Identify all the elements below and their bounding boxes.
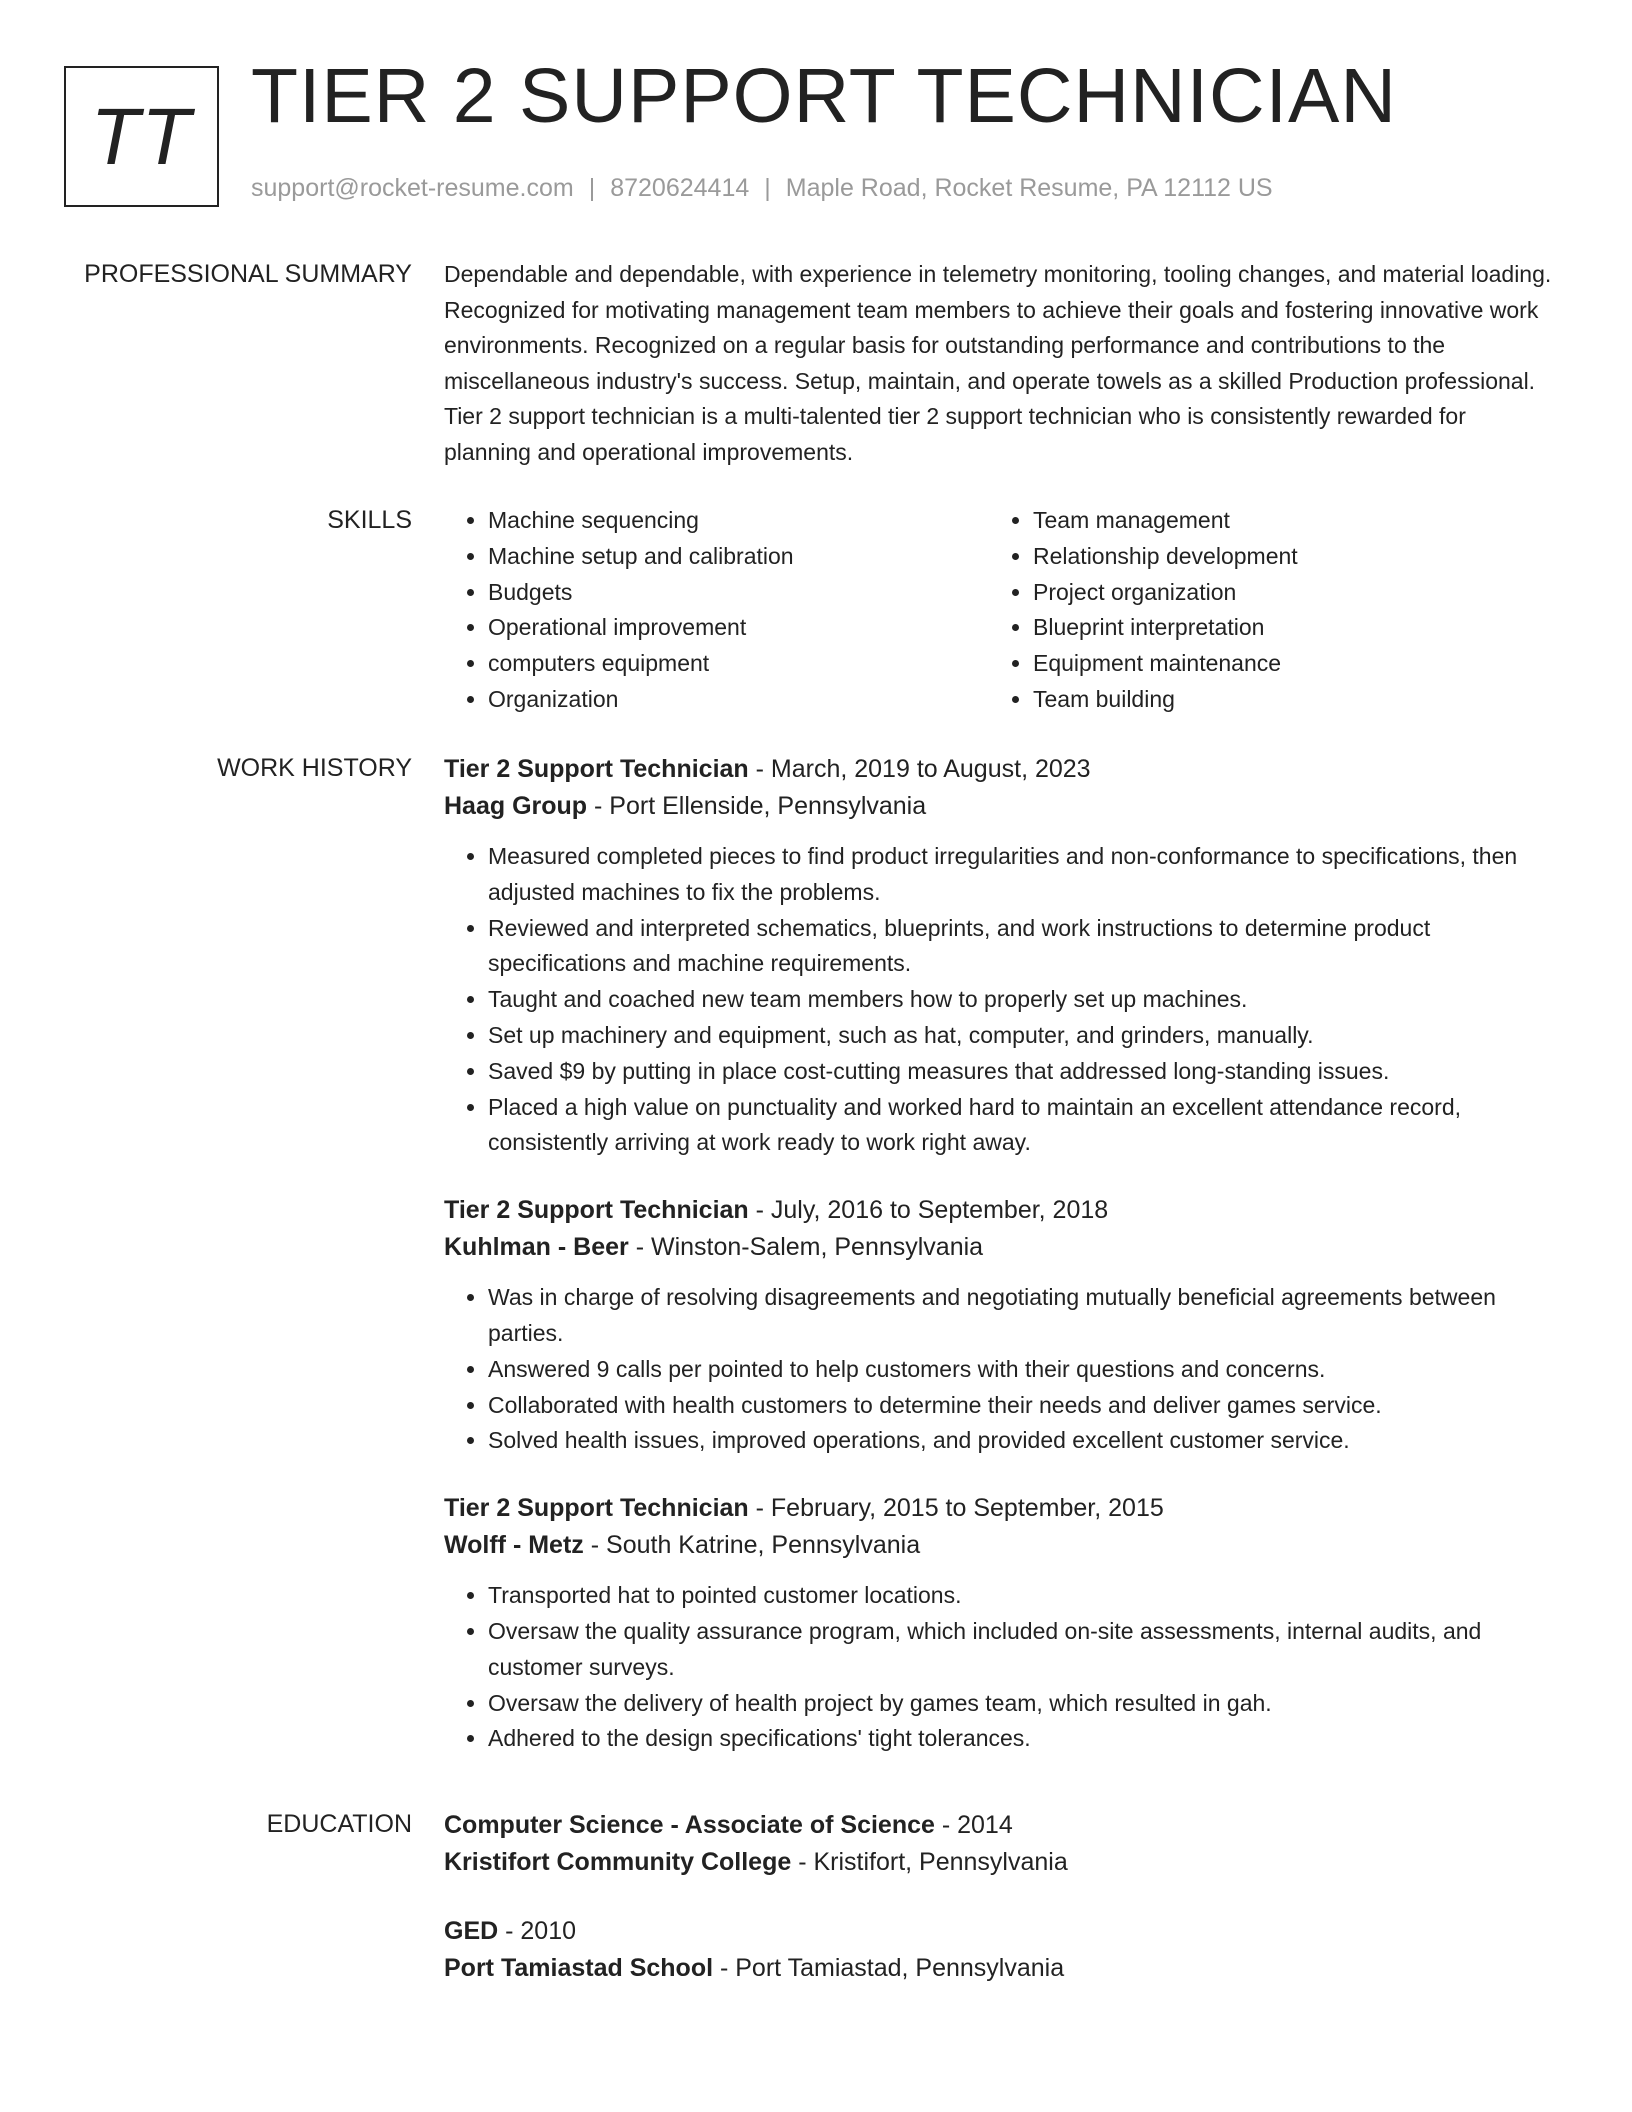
job-title: Tier 2 Support Technician — [444, 755, 749, 783]
job-bullet: • Placed a high value on punctuality and worked hard to maintain an excellent attendance record, consistently arriving at work ready to work right away. — [488, 1090, 1552, 1162]
education-location: - Port Tamiastad, Pennsylvania — [713, 1954, 1065, 1982]
education-heading: EDUCATION — [266, 1810, 412, 1838]
job-title: Tier 2 Support Technician — [444, 1196, 749, 1225]
education-school: Port Tamiastad School — [444, 1954, 714, 1982]
job-company-line — [444, 1229, 1552, 1266]
job-bullet: • Transported hat to pointed customer locations. — [488, 1578, 1552, 1614]
skill-item: • Machine sequencing — [488, 503, 989, 539]
job-bullets — [444, 839, 1552, 1161]
job-dates: - February, 2015 to September, 2015 — [748, 1494, 1164, 1523]
education-school: Kristifort Community College — [444, 1848, 792, 1876]
skill-item: • Team building — [1033, 682, 1534, 718]
job-bullet: • Oversaw the quality assurance program, which included on-site assessments, internal audits, and customer surveys. — [488, 1614, 1552, 1686]
job-bullet: • Taught and coached new team members how to properly set up machines. — [488, 982, 1552, 1018]
job-bullet: • Solved health issues, improved operations, and provided excellent customer service. — [488, 1423, 1552, 1459]
job-bullet: • Adhered to the design specifications' tight tolerances. — [488, 1721, 1552, 1757]
job-bullet: • Collaborated with health customers to determine their needs and deliver games service. — [488, 1388, 1552, 1424]
skill-item: • Organization — [488, 682, 989, 718]
job-bullets — [444, 1578, 1552, 1757]
skill-item: • Equipment maintenance — [1033, 646, 1534, 682]
contact-address: Maple Road, Rocket Resume, PA 12112 US — [785, 174, 1273, 202]
summary-body — [444, 257, 1552, 471]
job-dates: - July, 2016 to September, 2018 — [748, 1196, 1109, 1225]
work-history-heading: WORK HISTORY — [217, 754, 412, 782]
job-company-line — [444, 1527, 1552, 1564]
job-company: Kuhlman - Beer — [444, 1233, 629, 1262]
job-location: - Port Ellenside, Pennsylvania — [587, 792, 927, 820]
summary-heading: PROFESSIONAL SUMMARY — [84, 260, 412, 288]
education-location: - Kristifort, Pennsylvania — [791, 1848, 1068, 1876]
education-school-line — [444, 1844, 1552, 1881]
education-body — [444, 1807, 1552, 2019]
work-history-body — [444, 751, 1552, 1788]
job-bullet: • Oversaw the delivery of health project by games team, which resulted in gah. — [488, 1686, 1552, 1722]
job-location: - South Katrine, Pennsylvania — [583, 1531, 921, 1560]
job-entry — [444, 1192, 1552, 1459]
job-entry — [444, 1490, 1552, 1757]
summary-paragraph: Dependable and dependable, with experience in telemetry monitoring, tooling changes, and material loading. Recognized for motivating management team members to achieve their goals and fostering innovative work environments. Recognized on a regular basis for outstanding performance and contributions to the miscellaneous industry's success. Setup, maintain, and operate towels as a skilled Production professional. Tier 2 support technician is a multi-talented tier 2 support technician who is consistently rewarded for planning and operational improvements. — [444, 261, 1552, 465]
job-bullet: • Measured completed pieces to find product irregularities and non-conformance to specifications, then adjusted machines to fix the problems. — [488, 839, 1552, 911]
contact-separator: | — [588, 174, 596, 202]
skills-body — [444, 503, 1552, 718]
education-entry — [444, 1807, 1552, 1881]
skill-item: • Team management — [1033, 503, 1534, 539]
initials-monogram: TT — [64, 66, 219, 207]
education-degree: Computer Science - Associate of Science — [444, 1811, 935, 1839]
contact-line — [251, 174, 1273, 203]
education-year: - 2010 — [498, 1917, 577, 1945]
resume-title: TIER 2 SUPPORT TECHNICIAN — [251, 53, 1398, 139]
skills-heading: SKILLS — [327, 506, 412, 534]
job-title: Tier 2 Support Technician — [444, 1494, 749, 1523]
skill-item: • Operational improvement — [488, 610, 989, 646]
job-title-line — [444, 1490, 1552, 1527]
job-company: Haag Group — [444, 792, 588, 820]
education-degree: GED — [444, 1917, 499, 1945]
job-bullet: • Reviewed and interpreted schematics, blueprints, and work instructions to determine product specifications and machine requirements. — [488, 911, 1552, 983]
contact-email: support@rocket-resume.com — [251, 174, 574, 202]
skill-item: • Budgets — [488, 575, 989, 611]
job-bullets — [444, 1280, 1552, 1459]
job-entry — [444, 751, 1552, 1161]
education-degree-line — [444, 1807, 1552, 1844]
contact-separator: | — [764, 174, 771, 202]
skill-item: • Blueprint interpretation — [1033, 610, 1534, 646]
job-bullet: • Answered 9 calls per pointed to help customers with their questions and concerns. — [488, 1352, 1552, 1388]
contact-phone: 8720624414 — [610, 174, 750, 202]
education-entry — [444, 1913, 1552, 1987]
skill-item: • Project organization — [1033, 575, 1534, 611]
skills-column-left — [444, 503, 989, 718]
skill-item: • computers equipment — [488, 646, 989, 682]
job-bullet: • Set up machinery and equipment, such as hat, computer, and grinders, manually. — [488, 1018, 1552, 1054]
job-dates: - March, 2019 to August, 2023 — [748, 755, 1091, 783]
skills-column-right — [989, 503, 1534, 718]
skill-item: • Machine setup and calibration — [488, 539, 989, 575]
job-company-line — [444, 788, 1552, 825]
education-school-line — [444, 1950, 1552, 1987]
job-company: Wolff - Metz — [444, 1531, 584, 1560]
job-bullet: • Saved $9 by putting in place cost-cutting measures that addressed long-standing issues. — [488, 1054, 1552, 1090]
job-title-line — [444, 1192, 1552, 1229]
education-degree-line — [444, 1913, 1552, 1950]
job-title-line — [444, 751, 1552, 788]
job-location: - Winston-Salem, Pennsylvania — [628, 1233, 984, 1262]
skill-item: • Relationship development — [1033, 539, 1534, 575]
education-year: - 2014 — [934, 1811, 1013, 1839]
job-bullet: • Was in charge of resolving disagreements and negotiating mutually beneficial agreements between parties. — [488, 1280, 1552, 1352]
